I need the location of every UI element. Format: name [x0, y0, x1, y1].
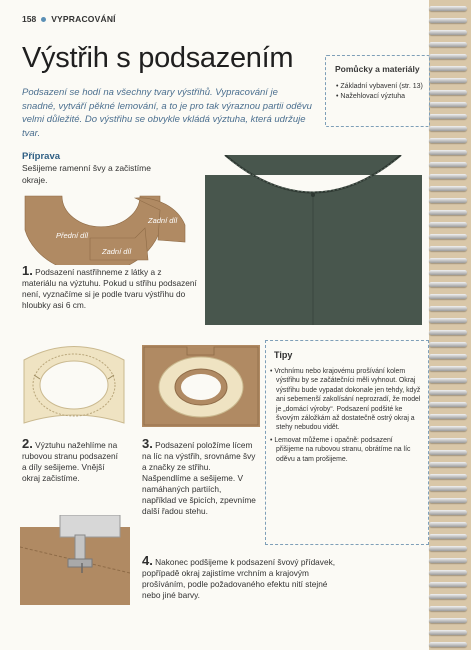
spiral-ring — [429, 222, 467, 227]
spiral-ring — [429, 198, 467, 203]
spiral-ring — [429, 150, 467, 155]
step-number: 1. — [22, 263, 33, 278]
spiral-ring — [429, 474, 467, 479]
spiral-ring — [429, 486, 467, 491]
preparation-text: Sešijeme ramenní švy a začistíme okraje. — [22, 163, 151, 185]
step-number: 2. — [22, 436, 33, 451]
preparation-heading: Příprava — [22, 151, 61, 162]
spiral-ring — [429, 378, 467, 383]
spiral-ring — [429, 210, 467, 215]
spiral-ring — [429, 366, 467, 371]
spiral-ring — [429, 234, 467, 239]
spiral-ring — [429, 606, 467, 611]
spiral-ring — [429, 174, 467, 179]
spiral-ring — [429, 546, 467, 551]
materials-item: • Nažehlovací výztuha — [336, 92, 429, 102]
step-text: Podsazení položíme lícem na líc na výstřih, srovnáme švy a značky ze střihu. Našpendlíme a sešijeme. V namáhaných partiích, například ve špicích, zpevníme další řadou stehu. — [142, 440, 256, 516]
spiral-ring — [429, 438, 467, 443]
page-number: 158 — [22, 14, 37, 24]
spiral-binding — [429, 0, 471, 650]
materials-box — [325, 55, 430, 127]
spiral-ring — [429, 570, 467, 575]
spiral-ring — [429, 138, 467, 143]
step-2 — [22, 438, 122, 484]
spiral-ring — [429, 462, 467, 467]
spiral-ring — [429, 246, 467, 251]
step-text: Podsazení nastřihneme z látky a z materiálu na výztuhu. Pokud u střihu podsazení není, vyznačíme si je podle tvaru výstřihu do hloubky asi 6 cm. — [22, 267, 197, 310]
tips-heading: Tipy — [274, 350, 293, 360]
spiral-ring — [429, 558, 467, 563]
sewing-machine-illustration — [20, 515, 130, 605]
spiral-ring — [429, 390, 467, 395]
materials-heading: Pomůcky a materiály — [335, 64, 420, 74]
spiral-ring — [429, 78, 467, 83]
finished-neckline-photo — [205, 155, 422, 325]
spiral-ring — [429, 402, 467, 407]
spiral-ring — [429, 342, 467, 347]
spiral-ring — [429, 162, 467, 167]
spiral-ring — [429, 426, 467, 431]
tip-item: • Lemovat můžeme i opačně: podsazení přišijeme na rubovou stranu, obrátíme na líc oděvu a tam prošijeme. — [276, 436, 422, 464]
spiral-ring — [429, 294, 467, 299]
spiral-ring — [429, 630, 467, 635]
spiral-ring — [429, 126, 467, 131]
facing-pattern-illustration — [20, 190, 195, 265]
spiral-ring — [429, 330, 467, 335]
spiral-ring — [429, 354, 467, 359]
spiral-ring — [429, 594, 467, 599]
spiral-ring — [429, 510, 467, 515]
page-title: Výstřih s podsazením — [22, 42, 294, 74]
spiral-ring — [429, 186, 467, 191]
running-header — [22, 14, 116, 24]
step-4 — [142, 555, 342, 601]
tip-item: • Vrchnímu nebo krajovému prošívání kolem výstřihu by se začátečníci měli vyhnout. Okraj výstřihu bude vypadat dokonale jen tehdy, když ani sebemenší zakolísání neprozradí, že model je „domácí výroby“. Podsazení podšité ke švovým záložkám až dostatečně ostrý okraj a stehy nebudou vidět. — [276, 367, 422, 433]
step-2-illustration — [20, 345, 128, 427]
spiral-ring — [429, 522, 467, 527]
spiral-ring — [429, 414, 467, 419]
spiral-ring — [429, 282, 467, 287]
spiral-ring — [429, 618, 467, 623]
intro-text: Podsazení se hodí na všechny tvary výstřihů. Vypracování je snadné, vytváří pěkné lemování, a to je pro tak výraznou partii oděvu velmi důležité. Do výstřihu se obvykle vkládá výztuha, která udržuje tvar. — [22, 87, 312, 139]
spiral-ring — [429, 18, 467, 23]
step-number: 3. — [142, 436, 153, 451]
back-piece-label-bottom: Zadní díl — [102, 247, 132, 256]
step-text: Nakonec podšijeme k podsazení švový přídavek, popřípadě okraj zajistíme vrchním a krajovým prošíváním, podle požadovaného efektu nití stejné nebo jiné barvy. — [142, 557, 336, 600]
tips-box — [265, 340, 429, 545]
spiral-ring — [429, 534, 467, 539]
section-name: VYPRACOVÁNÍ — [51, 14, 116, 24]
spiral-ring — [429, 318, 467, 323]
materials-item: • Základní vybavení (str. 13) — [336, 82, 429, 92]
spiral-ring — [429, 66, 467, 71]
back-piece-label-top: Zadní díl — [148, 216, 178, 225]
spiral-ring — [429, 54, 467, 59]
spiral-ring — [429, 258, 467, 263]
spiral-ring — [429, 642, 467, 647]
step-3-illustration — [142, 345, 260, 427]
spiral-ring — [429, 270, 467, 275]
step-number: 4. — [142, 553, 153, 568]
spiral-ring — [429, 582, 467, 587]
bullet-icon — [41, 17, 46, 22]
spiral-ring — [429, 306, 467, 311]
spiral-ring — [429, 114, 467, 119]
spiral-ring — [429, 6, 467, 11]
spiral-ring — [429, 30, 467, 35]
step-text: Výztuhu nažehlíme na rubovou stranu podsazení a díly sešijeme. Vnější okraj začistíme. — [22, 440, 118, 483]
spiral-ring — [429, 102, 467, 107]
spiral-ring — [429, 450, 467, 455]
front-piece-label: Přední díl — [56, 231, 89, 240]
spiral-ring — [429, 42, 467, 47]
step-1 — [22, 265, 197, 311]
step-3 — [142, 438, 257, 517]
spiral-ring — [429, 498, 467, 503]
spiral-ring — [429, 90, 467, 95]
